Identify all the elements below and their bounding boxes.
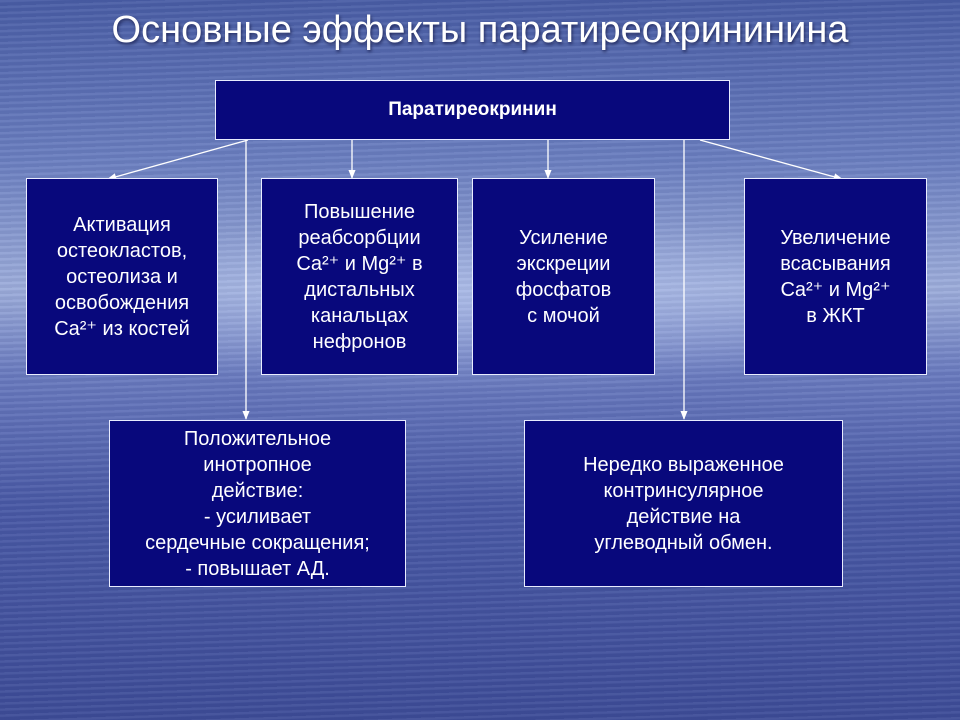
effect-bone-resorption-text: Активация остеокластов, остеолиза и освобождения Ca²⁺ из костей [54,213,190,340]
effect-phosphate-excretion-text: Усиление экскреции фосфатов с мочой [515,226,612,327]
root-node [215,80,730,140]
effect-phosphate-excretion [472,178,655,375]
effect-bone-resorption [26,178,218,375]
effect-intestinal-absorption-text: Увеличение всасывания Ca²⁺ и Mg²⁺ в ЖКТ [780,226,891,327]
root-label: Паратиреокринин [388,99,557,120]
effect-contrainsular [524,420,843,587]
effect-renal-reabsorption [261,178,458,375]
effect-contrainsular-text: Нередко выраженное контринсулярное действие на углеводный обмен. [583,453,784,554]
slide-title: Основные эффекты паратиреокрининина [111,9,849,51]
arrow-to-gut [700,140,842,179]
effect-renal-reabsorption-text: Повышение реабсорбции Ca²⁺ и Mg²⁺ в дистальных канальцах нефронов [296,200,423,353]
effect-intestinal-absorption [744,178,927,375]
effect-inotropic-text: Положительное инотропное действие: - усиливает сердечные сокращения; - повышает АД. [145,427,370,580]
arrow-to-bone [108,140,248,179]
effect-inotropic [109,420,406,587]
